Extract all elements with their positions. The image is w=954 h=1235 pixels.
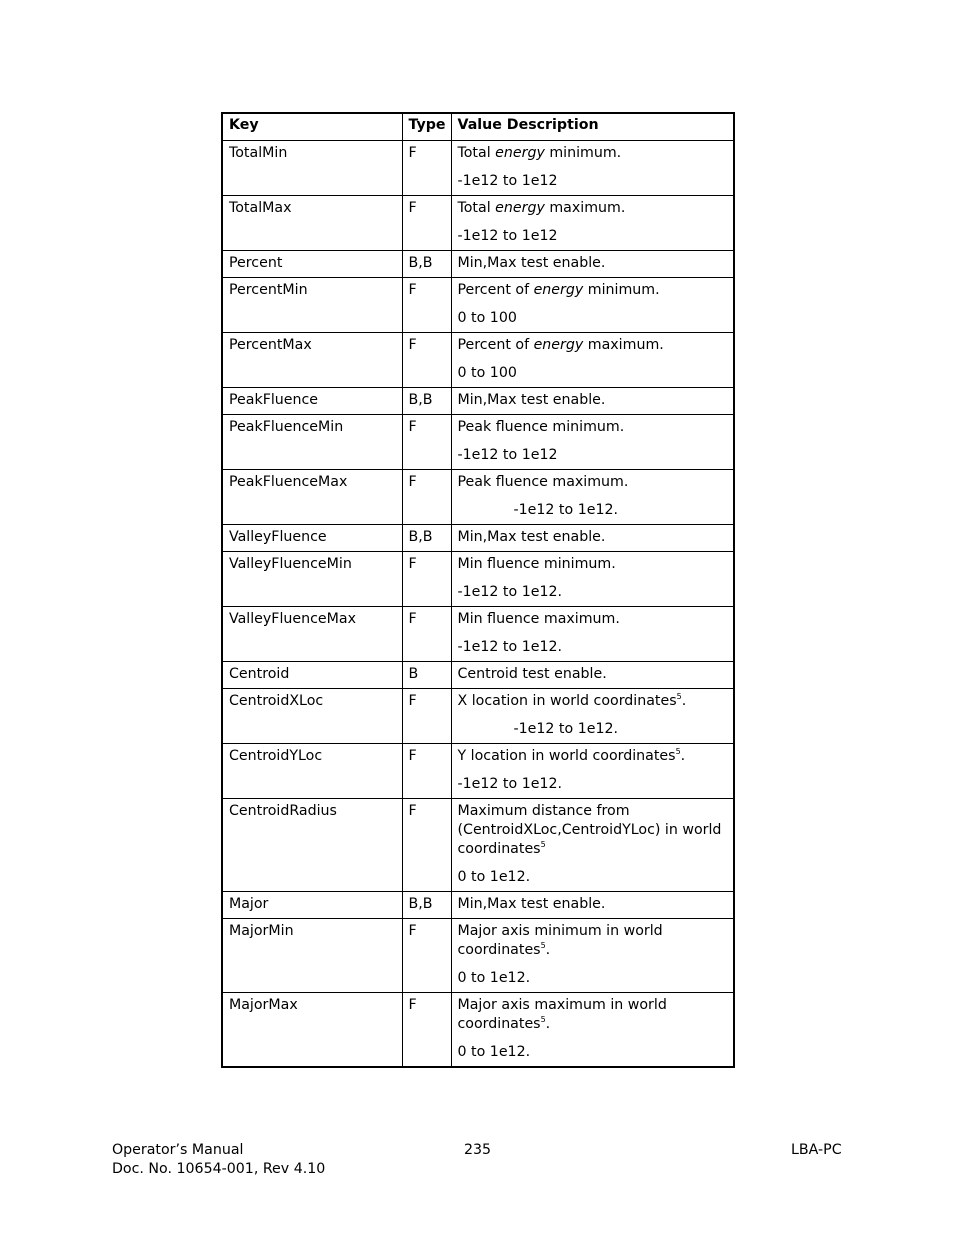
- cell-value-description: [451, 470, 734, 525]
- cell-key: MajorMin: [222, 919, 402, 993]
- footer-doc-number: Doc. No. 10654-001, Rev 4.10: [112, 1161, 326, 1177]
- table-row: [222, 892, 734, 919]
- table-row: [222, 552, 734, 607]
- footnote-ref: 5: [676, 692, 682, 701]
- cell-type: F: [402, 919, 451, 993]
- description-text: [458, 996, 728, 1034]
- cell-key: PercentMax: [222, 333, 402, 388]
- cell-key: PeakFluenceMin: [222, 415, 402, 470]
- description-segment: Major axis maximum in world coordinates: [457, 997, 667, 1032]
- footnote-ref: 5: [540, 1015, 546, 1024]
- cell-key: Major: [222, 892, 402, 919]
- value-range: -1e12 to 1e12: [457, 228, 558, 244]
- value-range: 0 to 100: [457, 310, 517, 326]
- description-text: [458, 254, 728, 273]
- parameter-table: [221, 112, 735, 1068]
- cell-value-description: [451, 744, 734, 799]
- value-range: -1e12 to 1e12.: [457, 639, 563, 655]
- cell-value-description: [451, 892, 734, 919]
- description-text: [458, 692, 728, 711]
- table-row: [222, 662, 734, 689]
- cell-key: ValleyFluenceMax: [222, 607, 402, 662]
- footnote-ref: 5: [540, 941, 546, 950]
- description-segment: Min,Max test enable.: [457, 896, 606, 912]
- description-text: [458, 895, 728, 914]
- cell-type: F: [402, 744, 451, 799]
- table-row: [222, 689, 734, 744]
- description-segment: X location in world coordinates: [457, 693, 677, 709]
- emphasis-text: energy: [495, 145, 545, 161]
- footer-product: LBA-PC: [791, 1142, 842, 1158]
- description-segment: minimum.: [583, 282, 660, 298]
- description-segment: Min,Max test enable.: [457, 529, 606, 545]
- cell-key: CentroidXLoc: [222, 689, 402, 744]
- value-range: 0 to 1e12.: [457, 869, 531, 885]
- description-segment: Peak fluence maximum.: [457, 474, 629, 490]
- value-range: 0 to 1e12.: [457, 1044, 531, 1060]
- cell-value-description: [451, 278, 734, 333]
- table-row: [222, 607, 734, 662]
- table-row: [222, 251, 734, 278]
- cell-key: ValleyFluence: [222, 525, 402, 552]
- header-value-description: Value Description: [451, 113, 734, 141]
- cell-type: F: [402, 552, 451, 607]
- description-text: [458, 418, 728, 437]
- value-range: -1e12 to 1e12.: [513, 502, 619, 518]
- cell-type: B,B: [402, 525, 451, 552]
- description-segment: Centroid test enable.: [457, 666, 607, 682]
- cell-type: F: [402, 141, 451, 196]
- cell-value-description: [451, 388, 734, 415]
- cell-type: B: [402, 662, 451, 689]
- cell-value-description: [451, 552, 734, 607]
- table-row: [222, 799, 734, 892]
- description-segment: .: [681, 693, 687, 709]
- cell-key: MajorMax: [222, 993, 402, 1068]
- description-segment: Min,Max test enable.: [457, 392, 606, 408]
- cell-key: PeakFluenceMax: [222, 470, 402, 525]
- description-segment: Percent of: [457, 337, 534, 353]
- cell-type: F: [402, 993, 451, 1068]
- value-range: -1e12 to 1e12: [457, 173, 558, 189]
- cell-value-description: [451, 607, 734, 662]
- table-row: [222, 388, 734, 415]
- cell-type: B,B: [402, 388, 451, 415]
- cell-value-description: [451, 525, 734, 552]
- cell-key: PeakFluence: [222, 388, 402, 415]
- cell-key: Percent: [222, 251, 402, 278]
- table-row: [222, 141, 734, 196]
- description-segment: Maximum distance from (CentroidXLoc,CentroidYLoc) in world coordinates: [457, 803, 722, 857]
- cell-value-description: [451, 196, 734, 251]
- table-row: [222, 278, 734, 333]
- footnote-ref: 5: [675, 747, 681, 756]
- cell-key: TotalMin: [222, 141, 402, 196]
- header-key: Key: [222, 113, 402, 141]
- cell-type: F: [402, 196, 451, 251]
- table-row: [222, 919, 734, 993]
- description-text: [458, 199, 728, 218]
- emphasis-text: energy: [533, 282, 584, 298]
- table-row: [222, 333, 734, 388]
- description-segment: Min,Max test enable.: [457, 255, 606, 271]
- table-row: [222, 415, 734, 470]
- header-type: Type: [402, 113, 451, 141]
- cell-key: CentroidRadius: [222, 799, 402, 892]
- cell-key: TotalMax: [222, 196, 402, 251]
- cell-value-description: [451, 415, 734, 470]
- table-row: [222, 525, 734, 552]
- description-segment: Total: [457, 145, 496, 161]
- description-segment: .: [680, 748, 686, 764]
- value-range: -1e12 to 1e12.: [457, 776, 563, 792]
- description-text: [458, 555, 728, 574]
- cell-type: F: [402, 799, 451, 892]
- cell-value-description: [451, 689, 734, 744]
- cell-type: B,B: [402, 892, 451, 919]
- value-range: 0 to 1e12.: [457, 970, 531, 986]
- footer-manual-title: Operator’s Manual: [112, 1142, 244, 1158]
- footer-page-number: 235: [464, 1142, 492, 1158]
- description-segment: .: [545, 942, 551, 958]
- cell-type: F: [402, 689, 451, 744]
- description-text: [458, 922, 728, 960]
- emphasis-text: energy: [533, 337, 584, 353]
- description-segment: Min fluence maximum.: [457, 611, 620, 627]
- description-segment: maximum.: [544, 200, 626, 216]
- value-range: -1e12 to 1e12.: [513, 721, 619, 737]
- cell-type: F: [402, 607, 451, 662]
- value-range: 0 to 100: [457, 365, 517, 381]
- description-text: [458, 747, 728, 766]
- cell-key: ValleyFluenceMin: [222, 552, 402, 607]
- description-segment: Min fluence minimum.: [457, 556, 616, 572]
- description-segment: Peak fluence minimum.: [457, 419, 625, 435]
- value-range: -1e12 to 1e12.: [457, 584, 563, 600]
- description-text: [458, 473, 728, 492]
- description-segment: .: [545, 1016, 551, 1032]
- cell-type: F: [402, 470, 451, 525]
- cell-value-description: [451, 333, 734, 388]
- cell-value-description: [451, 919, 734, 993]
- table-row: [222, 470, 734, 525]
- footer-left: [112, 1141, 325, 1179]
- description-text: [458, 610, 728, 629]
- emphasis-text: energy: [495, 200, 545, 216]
- table-header-row: [222, 113, 734, 141]
- cell-type: F: [402, 415, 451, 470]
- description-text: [458, 281, 728, 300]
- cell-value-description: [451, 799, 734, 892]
- footnote-ref: 5: [540, 840, 546, 849]
- description-segment: maximum.: [583, 337, 664, 353]
- cell-value-description: [451, 141, 734, 196]
- cell-type: B,B: [402, 251, 451, 278]
- description-text: [458, 144, 728, 163]
- description-segment: Percent of: [457, 282, 534, 298]
- cell-value-description: [451, 662, 734, 689]
- cell-type: F: [402, 333, 451, 388]
- cell-key: PercentMin: [222, 278, 402, 333]
- description-text: [458, 336, 728, 355]
- table-row: [222, 196, 734, 251]
- description-text: [458, 665, 728, 684]
- value-range: -1e12 to 1e12: [457, 447, 558, 463]
- table-body: [222, 141, 734, 1068]
- table-row: [222, 744, 734, 799]
- description-text: [458, 802, 728, 859]
- cell-value-description: [451, 251, 734, 278]
- description-text: [458, 391, 728, 410]
- description-text: [458, 528, 728, 547]
- description-segment: Y location in world coordinates: [457, 748, 676, 764]
- description-segment: minimum.: [544, 145, 622, 161]
- table-row: [222, 993, 734, 1068]
- cell-key: Centroid: [222, 662, 402, 689]
- description-segment: Total: [457, 200, 496, 216]
- cell-type: F: [402, 278, 451, 333]
- cell-key: CentroidYLoc: [222, 744, 402, 799]
- cell-value-description: [451, 993, 734, 1068]
- description-segment: Major axis minimum in world coordinates: [457, 923, 663, 958]
